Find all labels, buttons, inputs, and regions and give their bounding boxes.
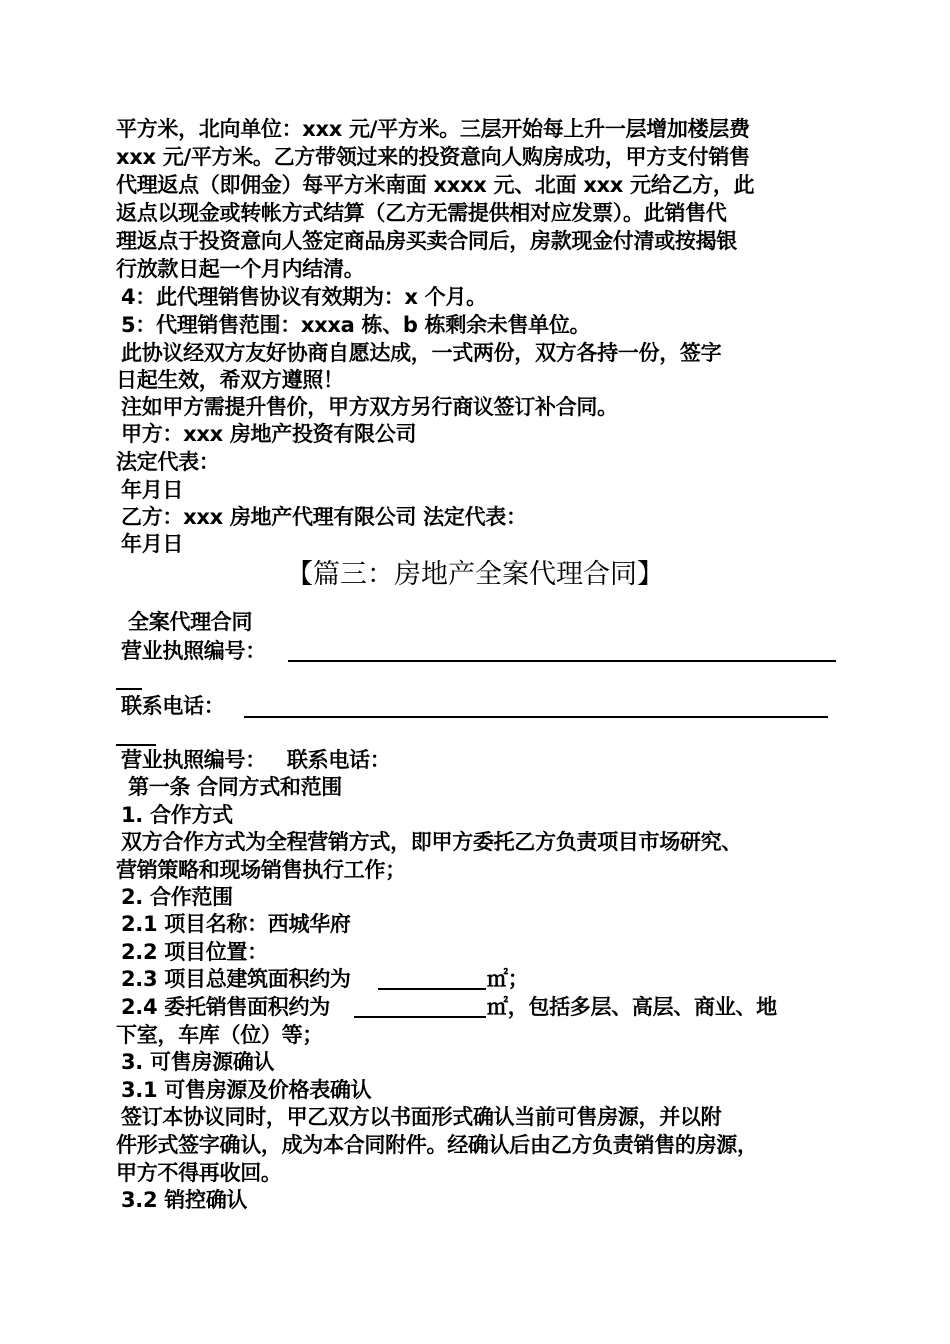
license-label: 营业执照编号： — [121, 639, 266, 663]
party-b-line: 乙方：xxx 房地产代理有限公司 法定代表： — [121, 505, 527, 529]
text-line: 行放款日起一个月内结清。 — [116, 257, 365, 281]
section-label: 2. 合作范围 — [121, 885, 233, 909]
text-line: 注如甲方需提升售价，甲方双方另行商议签订补合同。 — [121, 395, 618, 419]
article-heading: 第一条 合同方式和范围 — [128, 775, 343, 799]
text-line: 平方米，北向单位：xxx 元/平方米。三层开始每上升一层增加楼层费 — [116, 117, 750, 141]
sales-area-blank — [354, 1016, 486, 1018]
subsection-label: 3.1 可售房源及价格表确认 — [121, 1078, 372, 1102]
text-line: 代理返点（即佣金）每平方米南面 xxxx 元、北面 xxx 元给乙方，此 — [116, 173, 755, 197]
text-line: xxx 元/平方米。乙方带领过来的投资意向人购房成功，甲方支付销售 — [116, 145, 750, 169]
text-line: 此协议经双方友好协商自愿达成，一式两份，双方各持一份，签字 — [121, 341, 722, 365]
license-phone-line: 营业执照编号： 联系电话： — [121, 748, 391, 772]
sales-area-text: ㎡，包括多层、高层、商业、地 — [487, 995, 777, 1019]
party-a-line: 甲方：xxx 房地产投资有限公司 — [121, 422, 417, 446]
license-blank-line — [288, 660, 836, 662]
phone-label: 联系电话： — [121, 694, 225, 718]
section-heading: 【篇三：房地产全案代理合同】 — [286, 559, 664, 590]
text-line: 理返点于投资意向人签定商品房买卖合同后，房款现金付清或按揭银 — [116, 229, 737, 253]
project-name-line: 2.1 项目名称：西城华府 — [121, 912, 351, 936]
text-line: 5：代理销售范围：xxxa 栋、b 栋剩余未售单位。 — [121, 313, 591, 337]
total-area-blank — [378, 988, 486, 990]
text-line: 4：此代理销售协议有效期为：x 个月。 — [121, 285, 487, 309]
subsection-label: 3.2 销控确认 — [121, 1188, 248, 1212]
section-label: 1. 合作方式 — [121, 803, 233, 827]
legal-rep-line: 法定代表： — [116, 450, 220, 474]
text-line: 件形式签字确认，成为本合同附件。经确认后由乙方负责销售的房源， — [116, 1133, 758, 1157]
total-area-unit: ㎡； — [487, 967, 529, 991]
text-line: 双方合作方式为全程营销方式，即甲方委托乙方负责项目市场研究、 — [121, 830, 742, 854]
text-line: 签订本协议同时，甲乙双方以书面形式确认当前可售房源，并以附 — [121, 1105, 722, 1129]
text-line: 营销策略和现场销售执行工作； — [116, 858, 406, 882]
section-label: 3. 可售房源确认 — [121, 1050, 275, 1074]
sales-area-label: 2.4 委托销售面积约为 — [121, 995, 330, 1019]
total-area-label: 2.3 项目总建筑面积约为 — [121, 967, 351, 991]
date-line: 年月日 — [121, 532, 184, 556]
text-line: 下室，车库（位）等； — [116, 1023, 323, 1047]
date-line: 年月日 — [121, 478, 184, 502]
project-location-line: 2.2 项目位置： — [121, 940, 268, 964]
license-blank-line-tail — [116, 688, 142, 690]
text-line: 日起生效，希双方遵照！ — [116, 368, 344, 392]
contract-title: 全案代理合同 — [128, 610, 253, 634]
text-line: 甲方不得再收回。 — [116, 1161, 282, 1185]
phone-blank-line — [244, 716, 828, 718]
text-line: 返点以现金或转帐方式结算（乙方无需提供相对应发票）。此销售代 — [116, 201, 727, 225]
